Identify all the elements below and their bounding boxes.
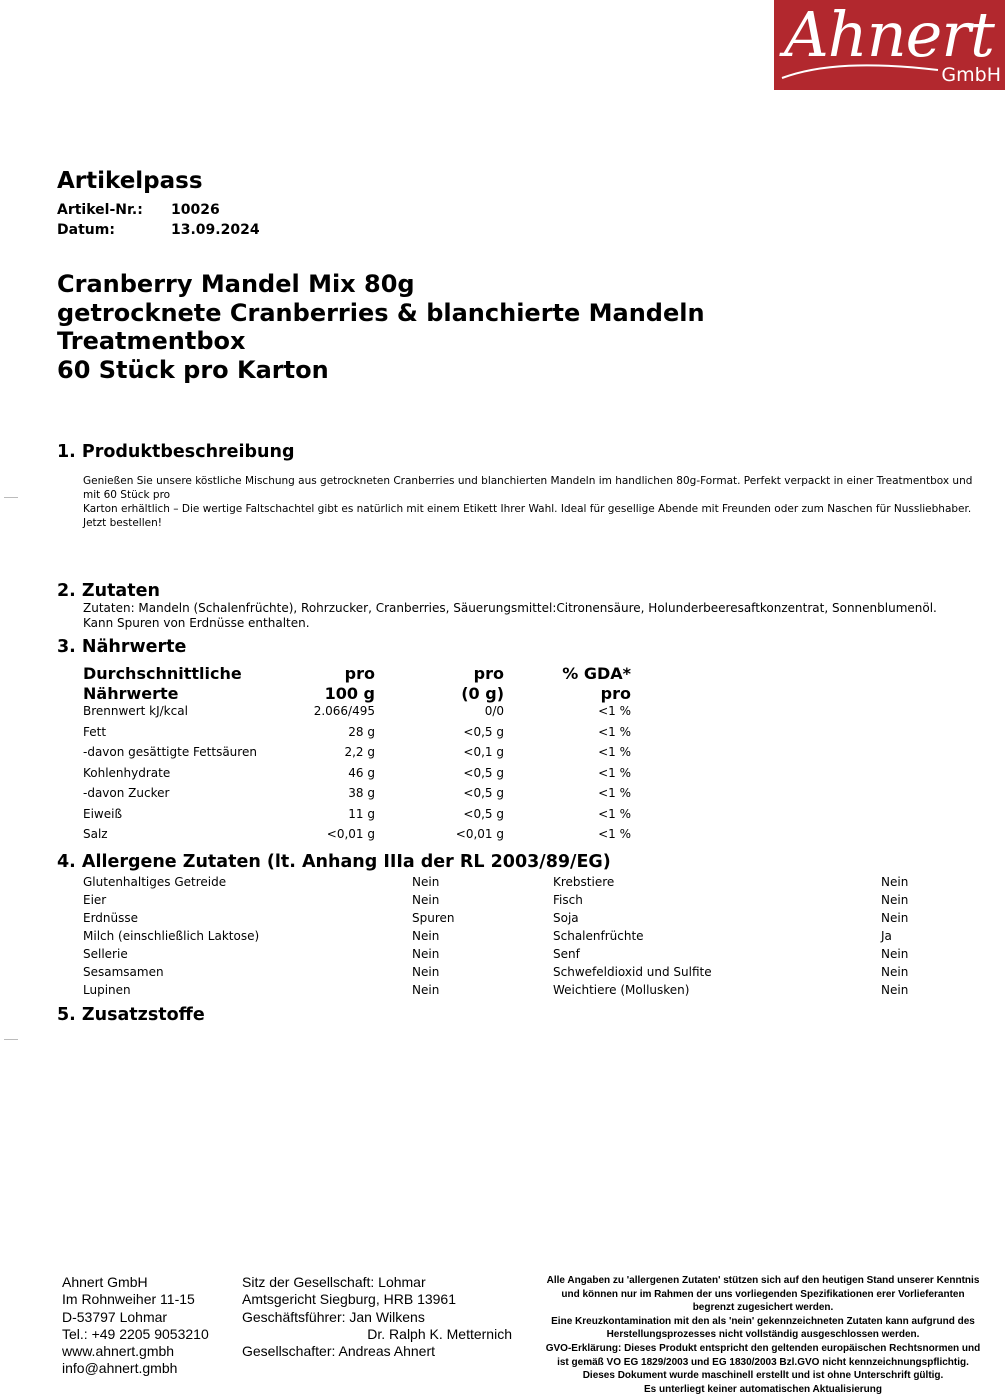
nutrient-per100: 2,2 g [344,745,375,759]
nutrient-gda: <1 % [598,827,631,841]
nutrition-head-col4 [531,664,631,704]
table-row [83,745,633,766]
nutrition-head-col2 [275,664,375,704]
allergen-value: Nein [881,983,909,997]
allergen-name: Weichtiere (Mollusken) [553,983,690,997]
shareholder: Gesellschafter: Andreas Ahnert [242,1343,435,1360]
head-col4-line1: % GDA* [562,664,631,683]
nutrient-per0: <0,5 g [463,786,504,800]
company-name: Ahnert GmbH [62,1274,148,1290]
nutrient-per0: <0,01 g [455,827,504,841]
head-col3-line2: (0 g) [461,684,504,703]
table-row [83,911,913,929]
nutrient-per100: 2.066/495 [313,704,375,718]
footer-address [62,1274,209,1378]
table-row [83,875,913,893]
section-3-heading: 3. Nährwerte [57,637,187,657]
allergen-value: Spuren [412,911,455,925]
artikel-label: Artikel-Nr.: [57,202,143,218]
allergen-name: Erdnüsse [83,911,139,925]
artikel-value: 10026 [171,202,220,218]
section-4-heading: 4. Allergene Zutaten (lt. Anhang IIIa der RL 2003/89/EG) [57,852,611,872]
nutrition-table [83,704,633,848]
allergen-name: Schwefeldioxid und Sulfite [553,965,712,979]
nutrient-name: Fett [83,724,107,739]
head-col2-line1: pro [344,664,375,683]
product-line-2: getrocknete Cranberries & blanchierte Mandeln [57,298,705,327]
allergen-name: Schalenfrüchte [553,929,644,943]
seat: Sitz der Gesellschaft: Lohmar [242,1274,426,1290]
head-col1-line1: Durchschnittliche [83,664,242,683]
allergen-name: Sellerie [83,947,128,961]
allergen-name: Glutenhaltiges Getreide [83,875,227,889]
table-row [83,766,633,787]
nutrition-head-col1 [83,664,242,704]
allergen-value: Nein [881,911,909,925]
nutrient-per0: <0,5 g [463,724,504,739]
disclaimer-line: ist gemäß VO EG 1829/2003 und EG 1830/2003 Bzl.GVO nicht kennzeichnungspflichtig. [557,1356,969,1368]
datum-value: 13.09.2024 [171,222,260,238]
disclaimer-line: Dieses Dokument wurde maschinell erstellt und ist ohne Unterschrift gültig. [582,1370,944,1382]
nutrient-per0: 0/0 [484,704,504,718]
ingredients-line-1: Zutaten: Mandeln (Schalenfrüchte), Rohrzucker, Cranberries, Säuerungsmittel:Citronensäure, Holunderbeeresaftkonzentrat, Sonnenblumenöl. [83,601,937,615]
nutrient-per100: 38 g [348,786,375,800]
head-col4-line2: pro [600,684,631,703]
disclaimer-line: begrenzt zugesichert werden. [692,1302,834,1314]
product-description [83,474,983,530]
table-row [83,947,913,965]
nutrition-head-col3 [404,664,504,704]
margin-mark [4,1039,18,1040]
disclaimer-line: GVO-Erklärung: Dieses Produkt entspricht den geltenden europäischen Rechtsnormen und [545,1342,981,1354]
allergen-value: Nein [412,983,440,997]
head-col1-line2: Nährwerte [83,684,179,703]
nutrient-gda: <1 % [598,806,631,821]
nutrient-per100: 11 g [348,806,375,821]
logo-brand: Ahnert [784,0,994,71]
company-logo [774,0,1005,90]
page-title: Artikelpass [57,168,203,194]
disclaimer-line: Alle Angaben zu 'allergenen Zutaten' stützen sich auf den heutigen Stand unserer Kenntnis [546,1275,980,1286]
logo-sub: GmbH [941,64,1001,86]
allergen-value: Nein [881,947,909,961]
allergen-name: Lupinen [83,983,131,997]
allergen-name: Soja [553,911,579,925]
nutrient-name: -davon gesättigte Fettsäuren [83,745,257,759]
allergen-value: Nein [881,893,909,907]
nutrient-gda: <1 % [598,786,631,800]
website-link[interactable]: www.ahnert.gmbh [62,1343,175,1360]
street: Im Rohnweiher 11-15 [62,1291,195,1308]
nutrient-name: Brennwert kJ/kcal [83,704,188,718]
disclaimer-line: Eine Kreuzkontamination mit den als 'nein' gekennzeichneten Zutaten kann aufgrund des [551,1315,975,1327]
allergen-value: Nein [412,929,440,943]
allergen-name: Milch (einschließlich Laktose) [83,929,260,943]
nutrient-gda: <1 % [598,745,631,759]
city: D-53797 Lohmar [62,1308,168,1325]
nutrient-per0: <0,1 g [463,745,504,759]
nutrient-per0: <0,5 g [463,806,504,821]
section-5-heading: 5. Zusatzstoffe [57,1005,205,1025]
nutrient-name: Kohlenhydrate [83,765,171,780]
disclaimer-line: Es unterliegt keiner automatischen Aktualisierung [643,1383,883,1395]
table-row [83,704,633,725]
allergen-value: Nein [881,875,909,889]
table-row [83,983,913,1001]
description-line-2: Karton erhältlich – Die wertige Faltschachtel gibt es natürlich mit einem Etikett Ihrer Wahl. Ideal für gesellige Abende mit Freunden oder zum Naschen für Nussliebhaber. Jetzt bestellen! [83,503,972,529]
table-row [83,893,913,911]
head-col3-line1: pro [473,664,504,683]
managing-director: Geschäftsführer: Jan Wilkens [242,1308,425,1325]
allergen-name: Senf [553,947,580,961]
allergen-value: Nein [412,875,440,889]
register-court: Amtsgericht Siegburg, HRB 13961 [242,1291,456,1308]
footer-company-info [242,1274,512,1360]
footer-disclaimer [518,1274,1005,1396]
nutrient-per0: <0,5 g [463,765,504,780]
nutrient-gda: <1 % [598,704,631,718]
section-2-heading: 2. Zutaten [57,581,160,601]
nutrient-name: Salz [83,827,108,841]
email-link[interactable]: info@ahnert.gmbh [62,1360,178,1377]
allergen-table [83,875,913,1001]
ingredients-line-2: Kann Spuren von Erdnüsse enthalten. [83,616,310,630]
nutrient-name: Eiweiß [83,806,123,821]
managing-director-2: Dr. Ralph K. Metternich [367,1325,512,1342]
allergen-name: Eier [83,893,107,907]
table-row [83,786,633,807]
nutrient-name: -davon Zucker [83,786,170,800]
description-line-1: Genießen Sie unsere köstliche Mischung aus getrockneten Cranberries und blanchierten Mandeln im handlichen 80g-Format. Perfekt verpackt in einer Treatmentbox und mit 60 Stück pro [83,475,973,501]
nutrient-gda: <1 % [598,765,631,780]
allergen-value: Nein [412,947,440,961]
nutrient-per100: <0,01 g [326,827,375,841]
margin-mark [4,497,18,498]
ingredients [83,601,937,631]
product-name [57,270,705,384]
disclaimer-line: Herstellungsprozesses nicht vollständig ausgeschlossen werden. [606,1329,920,1341]
table-row [83,725,633,746]
allergen-name: Fisch [553,893,583,907]
section-1-heading: 1. Produktbeschreibung [57,442,295,462]
allergen-value: Nein [412,893,440,907]
allergen-name: Krebstiere [553,875,615,889]
nutrient-per100: 46 g [348,765,375,780]
disclaimer-line: und können nur im Rahmen der uns vorliegenden Spezifikationen erer Vorlieferanten [561,1288,965,1300]
table-row [83,929,913,947]
nutrient-gda: <1 % [598,724,631,739]
table-row [83,965,913,983]
datum-label: Datum: [57,222,115,238]
phone: Tel.: +49 2205 9053210 [62,1325,209,1342]
table-row [83,827,633,848]
allergen-value: Ja [881,929,892,943]
allergen-value: Nein [881,965,909,979]
nutrient-per100: 28 g [348,724,375,739]
allergen-name: Sesamsamen [83,965,164,979]
product-line-3: Treatmentbox [57,327,246,355]
product-line-1: Cranberry Mandel Mix 80g [57,270,415,298]
table-row [83,807,633,828]
product-line-4: 60 Stück pro Karton [57,355,329,384]
head-col2-line2: 100 g [324,684,375,703]
allergen-value: Nein [412,965,440,979]
